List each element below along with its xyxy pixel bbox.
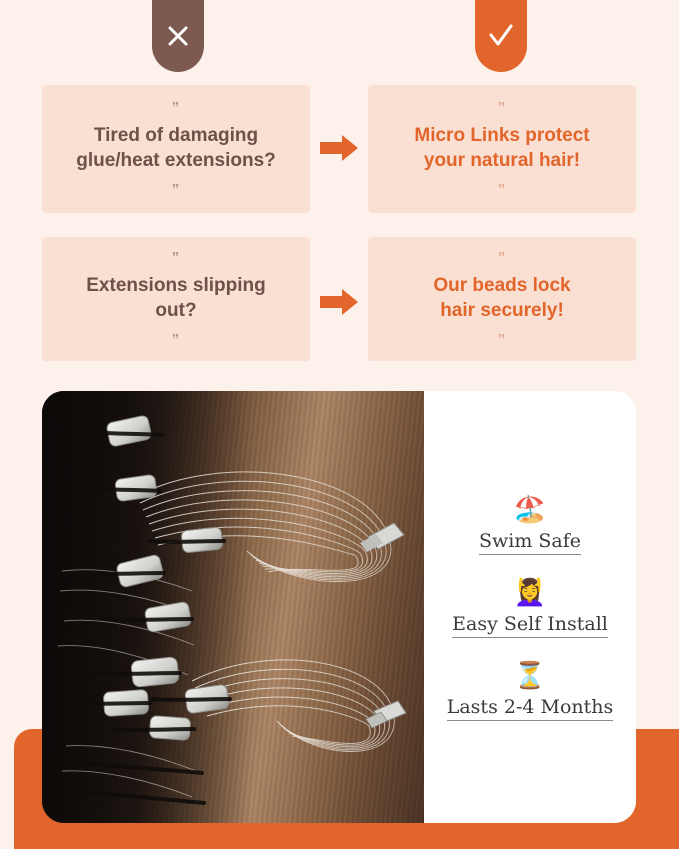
feature-list <box>424 391 636 823</box>
problem-text-line-1: Tired of damaging <box>93 125 259 146</box>
problem-card-1 <box>42 85 310 213</box>
quote-mark: ” <box>171 249 181 266</box>
solution-text-line-1: Our beads lock <box>433 275 571 296</box>
hair-styling-icon: 💆‍♀️ <box>513 576 547 607</box>
feature-item <box>452 577 608 638</box>
beach-icon: 🏖️ <box>513 493 547 524</box>
quote-mark: ” <box>171 99 181 116</box>
solution-card-1 <box>368 85 636 213</box>
problem-text-line-2: glue/heat extensions? <box>76 150 276 171</box>
hourglass-icon: ⏳ <box>513 659 547 690</box>
problem-text-line-1: Extensions slipping <box>86 275 266 296</box>
problem-text-line-2: out? <box>155 300 197 321</box>
micro-link-extensions-illustration <box>42 391 424 823</box>
product-photo <box>42 391 424 823</box>
feature-label: Swim Safe <box>479 530 581 555</box>
feature-label: Lasts 2-4 Months <box>447 696 614 721</box>
arrow-right-icon-2 <box>318 287 360 317</box>
problem-card-2 <box>42 237 310 361</box>
solution-text-line-1: Micro Links protect <box>414 125 590 146</box>
product-panel <box>42 391 636 823</box>
solution-text-line-2: your natural hair! <box>423 150 581 171</box>
quote-mark: ” <box>497 331 507 348</box>
quote-mark: ” <box>497 99 507 116</box>
quote-mark: ” <box>171 181 181 198</box>
feature-item <box>447 660 614 721</box>
quote-mark: ” <box>497 249 507 266</box>
positive-badge <box>475 0 527 72</box>
quote-mark: ” <box>171 331 181 348</box>
negative-badge <box>152 0 204 72</box>
solution-text-line-2: hair securely! <box>440 300 564 321</box>
x-mark-icon <box>165 23 191 49</box>
feature-label: Easy Self Install <box>452 613 608 638</box>
solution-card-2 <box>368 237 636 361</box>
arrow-right-icon-1 <box>318 133 360 163</box>
quote-mark: ” <box>497 181 507 198</box>
check-mark-icon <box>487 23 515 49</box>
feature-item <box>479 494 581 555</box>
